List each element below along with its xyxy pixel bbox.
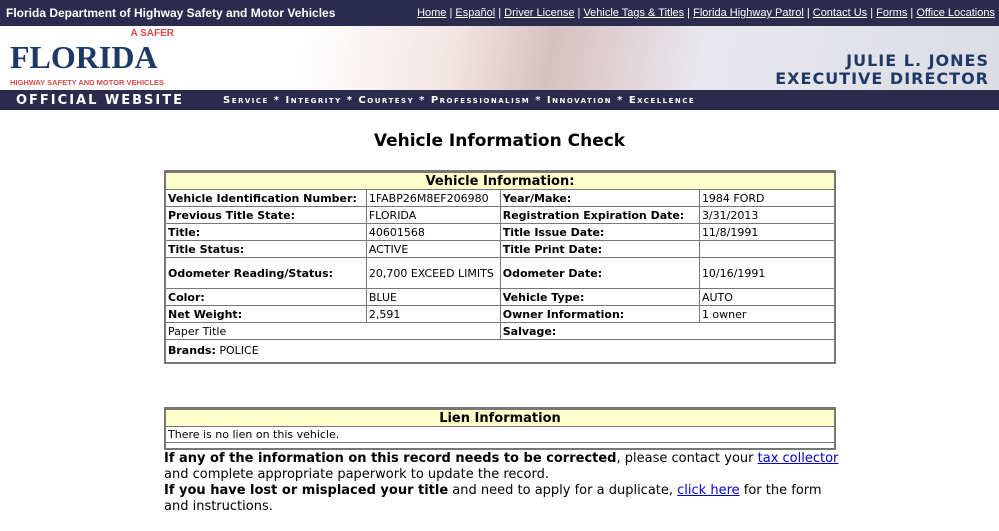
top-link[interactable]: Driver License xyxy=(504,7,575,19)
vehicle-info-table xyxy=(164,170,836,364)
top-link[interactable]: Contact Us xyxy=(812,7,868,19)
duplicate-bold: If you have lost or misplaced your title xyxy=(164,483,449,498)
click-here-link[interactable]: click here xyxy=(677,483,740,498)
link-separator: | xyxy=(803,7,813,19)
top-link[interactable]: Español xyxy=(455,7,496,19)
field-label: Owner Information: xyxy=(500,306,699,323)
tax-collector-link[interactable]: tax collector xyxy=(757,451,839,466)
field-label: Odometer Reading/Status: xyxy=(165,258,366,289)
director-title: EXECUTIVE DIRECTOR xyxy=(775,69,989,88)
field-label: Net Weight: xyxy=(165,306,366,323)
field-label: Vehicle Identification Number: xyxy=(165,190,366,207)
correction-text: , please contact your xyxy=(616,451,758,466)
logo-florida: FLORIDA xyxy=(10,39,158,75)
lien-spacer xyxy=(165,443,835,449)
brands-label: Brands: xyxy=(168,344,216,358)
table-row xyxy=(165,258,835,289)
table-row xyxy=(165,224,835,241)
field-value: 1 owner xyxy=(699,306,835,323)
field-label: Color: xyxy=(165,289,366,306)
top-link[interactable]: Office Locations xyxy=(916,7,995,19)
link-separator: | xyxy=(867,7,877,19)
duplicate-note xyxy=(164,483,844,515)
lien-text: There is no lien on this vehicle. xyxy=(165,427,835,443)
director-name: JULIE L. JONES xyxy=(846,51,989,70)
field-label: Title Status: xyxy=(165,241,366,258)
field-value: 20,700 EXCEED LIMITS xyxy=(366,258,500,289)
duplicate-text-end: for the form and instructions. xyxy=(164,483,822,514)
field-value: 3/31/2013 xyxy=(699,207,835,224)
field-value: BLUE xyxy=(366,289,500,306)
table-row xyxy=(165,306,835,323)
link-separator: | xyxy=(495,7,505,19)
page-title: Vehicle Information Check xyxy=(373,131,626,151)
logo-safer: A SAFER xyxy=(130,28,174,39)
core-values: Service * Integrity * Courtesy * Professionalism * Innovation * Excellence xyxy=(223,95,696,106)
correction-note xyxy=(164,451,844,483)
field-value: 1FABP26M8EF206980 xyxy=(366,190,500,207)
link-separator: | xyxy=(446,7,456,19)
field-label: Odometer Date: xyxy=(500,258,699,289)
footer-notes xyxy=(164,451,844,515)
top-link[interactable]: Home xyxy=(417,7,447,19)
field-value: 11/8/1991 xyxy=(699,224,835,241)
field-label: Year/Make: xyxy=(500,190,699,207)
duplicate-text: and need to apply for a duplicate, xyxy=(448,483,678,498)
banner xyxy=(0,26,999,90)
logo-subtitle: HIGHWAY SAFETY AND MOTOR VEHICLES xyxy=(10,78,165,87)
field-value: 10/16/1991 xyxy=(699,258,835,289)
field-label: Title Print Date: xyxy=(500,241,699,258)
official-website: OFFICIAL WEBSITE xyxy=(16,93,184,108)
field-label: Vehicle Type: xyxy=(500,289,699,306)
top-link[interactable]: Forms xyxy=(876,7,908,19)
field-value: AUTO xyxy=(699,289,835,306)
vehicle-info-heading: Vehicle Information: xyxy=(165,172,835,190)
table-row xyxy=(165,190,835,207)
field-label: Title Issue Date: xyxy=(500,224,699,241)
top-links xyxy=(417,7,995,19)
executive-director xyxy=(775,52,989,88)
field-value: 2,591 xyxy=(366,306,500,323)
field-value xyxy=(699,241,835,258)
agency-name: Florida Department of Highway Safety and Motor Vehicles xyxy=(6,6,336,20)
correction-bold: If any of the information on this record needs to be corrected xyxy=(164,451,617,466)
table-row xyxy=(165,207,835,224)
field-value: 1984 FORD xyxy=(699,190,835,207)
field-label: Title: xyxy=(165,224,366,241)
link-separator: | xyxy=(907,7,917,19)
top-link[interactable]: Vehicle Tags & Titles xyxy=(583,7,685,19)
field-label: Registration Expiration Date: xyxy=(500,207,699,224)
field-value: FLORIDA xyxy=(366,207,500,224)
lien-info-table xyxy=(164,407,836,450)
brands-value: POLICE xyxy=(219,344,259,358)
brands-cell xyxy=(165,340,835,363)
correction-text-end: and complete appropriate paperwork to update the record. xyxy=(164,467,549,482)
lien-heading: Lien Information xyxy=(165,409,835,427)
salvage-label: Salvage: xyxy=(500,323,835,340)
florida-logo[interactable] xyxy=(10,28,178,90)
field-value: ACTIVE xyxy=(366,241,500,258)
top-link[interactable]: Florida Highway Patrol xyxy=(693,7,804,19)
field-value: 40601568 xyxy=(366,224,500,241)
link-separator: | xyxy=(574,7,584,19)
table-row xyxy=(165,241,835,258)
nav-bar xyxy=(0,90,999,110)
field-label: Previous Title State: xyxy=(165,207,366,224)
table-row xyxy=(165,289,835,306)
link-separator: | xyxy=(684,7,694,19)
paper-title: Paper Title xyxy=(165,323,500,340)
top-bar xyxy=(0,0,999,26)
